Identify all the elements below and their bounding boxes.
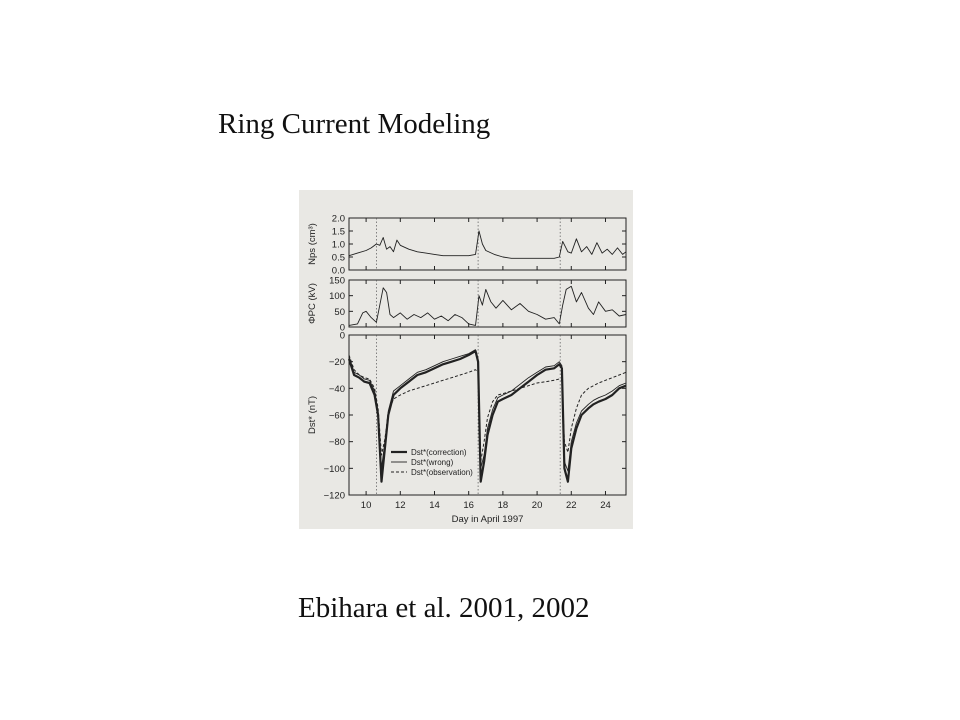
y-tick-label-phi-1: 50 bbox=[334, 306, 345, 318]
x-tick-label-2: 14 bbox=[429, 500, 440, 511]
x-tick-label-3: 16 bbox=[463, 500, 474, 511]
y-axis-title-nps: Nps (cm³) bbox=[307, 223, 318, 265]
y-tick-label-nps-2: 1.0 bbox=[331, 239, 345, 251]
y-tick-label-dst-2: −40 bbox=[328, 383, 345, 395]
x-tick-label-6: 22 bbox=[565, 500, 577, 511]
y-tick-label-dst-4: −80 bbox=[328, 437, 345, 449]
y-axis-title-phi: ΦPC (kV) bbox=[307, 283, 318, 324]
legend-label-2: Dst*(observation) bbox=[411, 468, 473, 477]
y-tick-label-dst-1: −20 bbox=[328, 357, 345, 369]
y-tick-label-dst-6: −120 bbox=[323, 490, 345, 502]
y-tick-label-dst-3: −60 bbox=[328, 410, 345, 422]
y-tick-label-nps-0: 0.0 bbox=[331, 265, 345, 277]
slide-title: Ring Current Modeling bbox=[218, 108, 491, 140]
y-tick-label-nps-3: 1.5 bbox=[331, 226, 345, 238]
x-tick-label-5: 20 bbox=[531, 500, 543, 511]
x-tick-label-4: 18 bbox=[497, 500, 509, 511]
y-tick-label-nps-1: 0.5 bbox=[331, 252, 345, 264]
citation: Ebihara et al. 2001, 2002 bbox=[298, 592, 590, 624]
x-tick-label-7: 24 bbox=[600, 500, 611, 511]
y-tick-label-nps-4: 2.0 bbox=[331, 213, 345, 225]
legend-label-1: Dst*(wrong) bbox=[411, 458, 454, 467]
y-tick-label-dst-0: 0 bbox=[339, 330, 345, 342]
x-tick-label-1: 12 bbox=[395, 500, 406, 511]
legend-label-0: Dst*(correction) bbox=[411, 448, 467, 457]
chart bbox=[299, 190, 633, 529]
figure bbox=[299, 190, 633, 529]
x-axis-title: Day in April 1997 bbox=[451, 514, 524, 525]
x-tick-label-0: 10 bbox=[360, 500, 372, 511]
y-tick-label-dst-5: −100 bbox=[323, 463, 345, 475]
y-tick-label-phi-0: 0 bbox=[339, 322, 345, 334]
y-tick-label-phi-2: 100 bbox=[329, 291, 345, 303]
y-tick-label-phi-3: 150 bbox=[329, 275, 345, 287]
y-axis-title-dst: Dst* (nT) bbox=[307, 396, 318, 434]
